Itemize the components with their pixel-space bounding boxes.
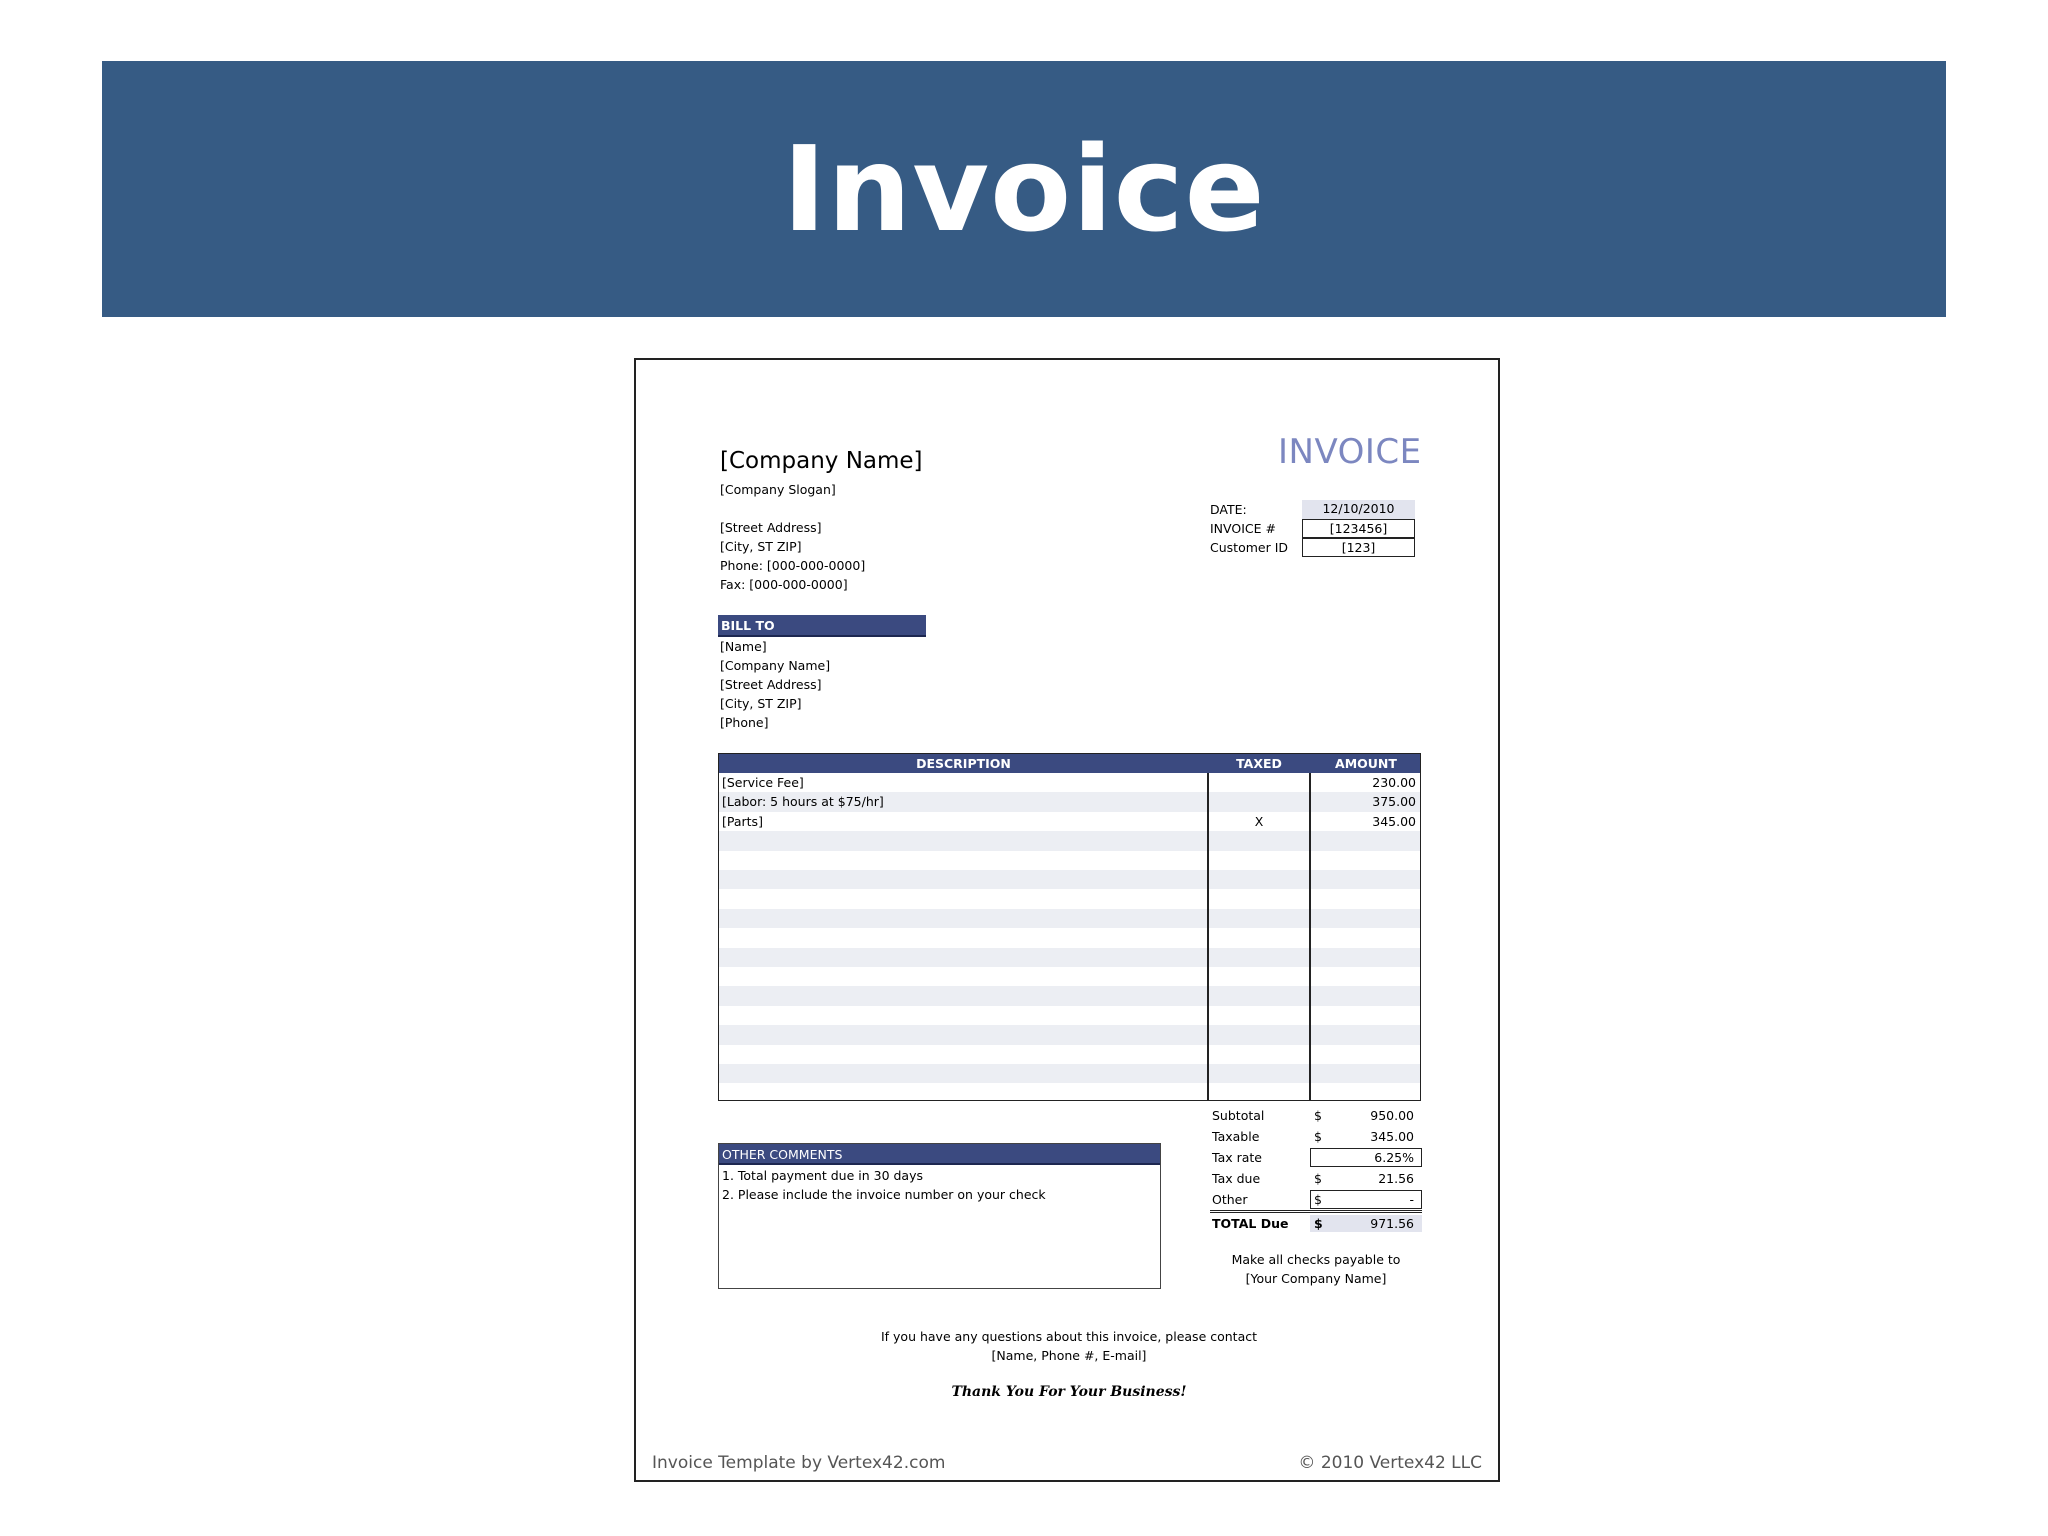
contact-line: If you have any questions about this invoice, please contact bbox=[880, 1329, 1258, 1344]
table-row bbox=[719, 1006, 1420, 1025]
table-row bbox=[719, 986, 1420, 1005]
table-row bbox=[719, 1064, 1420, 1083]
meta-label: INVOICE # bbox=[1210, 521, 1276, 536]
header-amount: AMOUNT bbox=[1335, 756, 1397, 771]
meta-label: DATE: bbox=[1210, 502, 1247, 517]
line-items-table bbox=[718, 753, 1421, 1101]
totals-value: 950.00 bbox=[1370, 1108, 1414, 1123]
invoice-heading: INVOICE bbox=[1278, 432, 1422, 472]
thank-you-note: Thank You For Your Business! bbox=[951, 1384, 1187, 1400]
item-description: [Parts] bbox=[722, 813, 763, 829]
bill-to-header: BILL TO bbox=[718, 615, 926, 637]
item-description: [Service Fee] bbox=[722, 775, 804, 790]
payable-note bbox=[1210, 1250, 1422, 1288]
other-comments bbox=[718, 1143, 1161, 1289]
table-row bbox=[719, 889, 1420, 908]
template-credit: Invoice Template by Vertex42.com bbox=[652, 1453, 946, 1473]
table-row bbox=[719, 967, 1420, 986]
item-amount: 375.00 bbox=[1372, 794, 1416, 810]
customer-id-value: [123] bbox=[1302, 538, 1415, 557]
bill-to-line: [Phone] bbox=[720, 715, 769, 730]
comments-header: OTHER COMMENTS bbox=[719, 1144, 1160, 1165]
header-description: DESCRIPTION bbox=[916, 756, 1011, 771]
header-taxed: TAXED bbox=[1236, 756, 1282, 771]
comments-body bbox=[722, 1166, 1046, 1204]
currency-symbol: $ bbox=[1314, 1129, 1322, 1144]
totals-row-subtotal bbox=[1210, 1105, 1422, 1126]
table-row bbox=[719, 948, 1420, 967]
bill-to-line: [Name] bbox=[720, 639, 767, 654]
item-taxed: X bbox=[1254, 813, 1264, 829]
column-divider bbox=[1207, 773, 1209, 1100]
totals-label: Tax due bbox=[1212, 1171, 1261, 1186]
title-banner bbox=[102, 61, 1946, 317]
item-amount: 345.00 bbox=[1372, 813, 1416, 829]
totals-value: 21.56 bbox=[1378, 1171, 1414, 1186]
totals-label: Tax rate bbox=[1212, 1150, 1262, 1165]
item-amount: 230.00 bbox=[1372, 775, 1416, 790]
totals-row-total-due bbox=[1210, 1210, 1422, 1231]
totals-value: 345.00 bbox=[1370, 1129, 1414, 1144]
currency-symbol: $ bbox=[1314, 1171, 1322, 1186]
totals-value: 6.25% bbox=[1374, 1150, 1414, 1165]
totals-label: Subtotal bbox=[1212, 1108, 1265, 1123]
address-line: [City, ST ZIP] bbox=[720, 539, 802, 554]
column-divider bbox=[1309, 773, 1311, 1100]
table-row bbox=[719, 909, 1420, 928]
table-row bbox=[719, 831, 1420, 850]
table-row bbox=[719, 792, 1420, 811]
totals-value: 971.56 bbox=[1370, 1216, 1414, 1231]
currency-symbol: $ bbox=[1314, 1192, 1322, 1207]
company-name: [Company Name] bbox=[720, 448, 923, 474]
totals-value: - bbox=[1409, 1192, 1414, 1207]
date-value: 12/10/2010 bbox=[1302, 500, 1415, 519]
contact-note bbox=[636, 1327, 1502, 1365]
currency-symbol: $ bbox=[1314, 1216, 1323, 1231]
table-row bbox=[719, 1025, 1420, 1044]
company-slogan: [Company Slogan] bbox=[720, 482, 836, 497]
comment-line: 1. Total payment due in 30 days bbox=[722, 1168, 923, 1183]
address-line: Phone: [000-000-0000] bbox=[720, 558, 866, 573]
meta-row-customer-id bbox=[1210, 538, 1420, 557]
invoice-meta bbox=[1210, 500, 1420, 557]
totals-label: Other bbox=[1212, 1192, 1248, 1207]
company-address bbox=[720, 518, 865, 594]
copyright: © 2010 Vertex42 LLC bbox=[1298, 1453, 1482, 1473]
invoice-document bbox=[634, 358, 1500, 1482]
invoice-number-value: [123456] bbox=[1302, 519, 1415, 538]
slide-title: Invoice bbox=[782, 120, 1266, 258]
currency-symbol: $ bbox=[1314, 1108, 1322, 1123]
totals-row-tax-rate bbox=[1210, 1147, 1422, 1168]
payable-line: Make all checks payable to bbox=[1231, 1252, 1401, 1267]
table-row bbox=[719, 928, 1420, 947]
totals-block bbox=[1210, 1105, 1422, 1231]
table-row bbox=[719, 812, 1420, 831]
totals-row-other bbox=[1210, 1189, 1422, 1210]
address-line: Fax: [000-000-0000] bbox=[720, 577, 848, 592]
bill-to-lines bbox=[720, 637, 830, 732]
value-box bbox=[1310, 1190, 1422, 1209]
totals-label: TOTAL Due bbox=[1212, 1216, 1289, 1231]
comment-line: 2. Please include the invoice number on your check bbox=[722, 1187, 1046, 1202]
bill-to-line: [Company Name] bbox=[720, 658, 831, 673]
totals-row-taxable bbox=[1210, 1126, 1422, 1147]
table-row bbox=[719, 851, 1420, 870]
totals-row-tax-due bbox=[1210, 1168, 1422, 1189]
meta-label: Customer ID bbox=[1210, 540, 1289, 555]
table-row bbox=[719, 870, 1420, 889]
contact-line: [Name, Phone #, E-mail] bbox=[991, 1348, 1147, 1363]
totals-label: Taxable bbox=[1212, 1129, 1260, 1144]
address-line: [Street Address] bbox=[720, 520, 822, 535]
bill-to-line: [City, ST ZIP] bbox=[720, 696, 802, 711]
item-description: [Labor: 5 hours at $75/hr] bbox=[722, 794, 884, 810]
table-row bbox=[719, 773, 1420, 792]
bill-to-line: [Street Address] bbox=[720, 677, 822, 692]
meta-row-date bbox=[1210, 500, 1420, 519]
meta-row-invoice-number bbox=[1210, 519, 1420, 538]
table-row bbox=[719, 1083, 1420, 1102]
payable-line: [Your Company Name] bbox=[1245, 1271, 1387, 1286]
table-row bbox=[719, 1045, 1420, 1064]
table-header bbox=[719, 754, 1420, 773]
